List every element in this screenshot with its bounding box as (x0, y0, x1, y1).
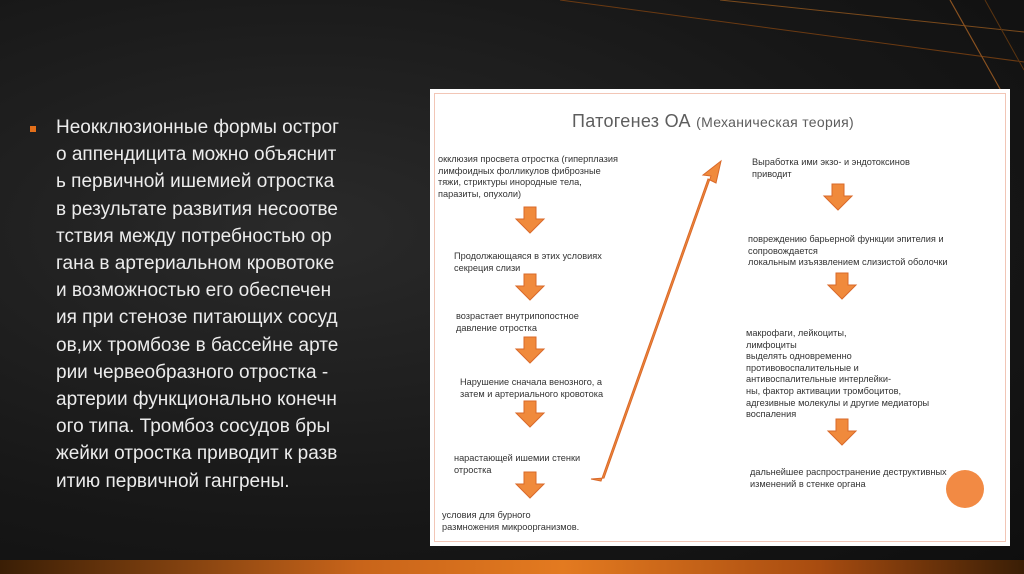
slide-body-text: Неокклюзионные формы острог о аппендицита можно объяснит ь первичной ишемией отростка в результате развития несоотве тствия между потребностью ор гана в артериальном кровотоке и возможностью его обеспечен ия при стенозе питающих сосуд ов,их тромбозе в бассейне арте рии червеобразного отростка - артерии функционально конечн ого типа. Тромбоз сосудов бры жейки отростка приводит к разв итию первичной гангрены. (56, 117, 340, 492)
down-arrow-icon (824, 184, 852, 210)
right-step-4: дальнейшее распространение деструктивных изменений в стенке органа (750, 467, 947, 489)
down-arrow-icon (516, 337, 544, 363)
left-step-1: окклюзия просвета отростка (гиперплазия лимфоидных фолликулов фиброзные тяжи, стриктуры инородные тела, паразиты, опухоли) (438, 154, 618, 199)
right-step-1: Выработка ими экзо- и эндотоксинов приводит (752, 157, 910, 179)
down-arrow-icon (516, 274, 544, 300)
left-step-4: Нарушение сначала венозного, а затем и артериального кровотока (460, 377, 604, 399)
down-arrow-icon (516, 401, 544, 427)
left-step-2: Продолжающаяся в этих условиях секреция слизи (454, 251, 602, 273)
diagonal-arrow-icon (591, 161, 721, 481)
right-step-2: повреждению барьерной функции эпителия и сопровождается локальным изъязвлением слизистой оболочки (748, 234, 948, 268)
bullet-square-icon (30, 126, 36, 132)
diagram-title-main: Патогенез ОА (572, 111, 691, 131)
diagram-image-panel (430, 89, 1010, 546)
down-arrow-icon (828, 273, 856, 299)
orange-circle-decoration (946, 470, 984, 508)
left-step-5: нарастающей ишемии стенки отростка (454, 453, 581, 475)
left-step-6: условия для бурного размножения микроорганизмов. (442, 510, 580, 532)
left-step-3: возрастает внутрипопостное давление отростка (456, 311, 579, 333)
right-step-3: макрофаги, лейкоциты, лимфоциты выделять одновременно противовоспалительные и антивоспалительные интерлейки- ны, фактор активации тромбоцитов, адгезивные молекулы и другие медиаторы воспаления (746, 328, 930, 420)
down-arrow-icon (828, 419, 856, 445)
diagram-title-sub: (Механическая теория) (696, 114, 855, 130)
down-arrow-icon (516, 207, 544, 233)
bottom-accent-bar (0, 560, 1024, 574)
